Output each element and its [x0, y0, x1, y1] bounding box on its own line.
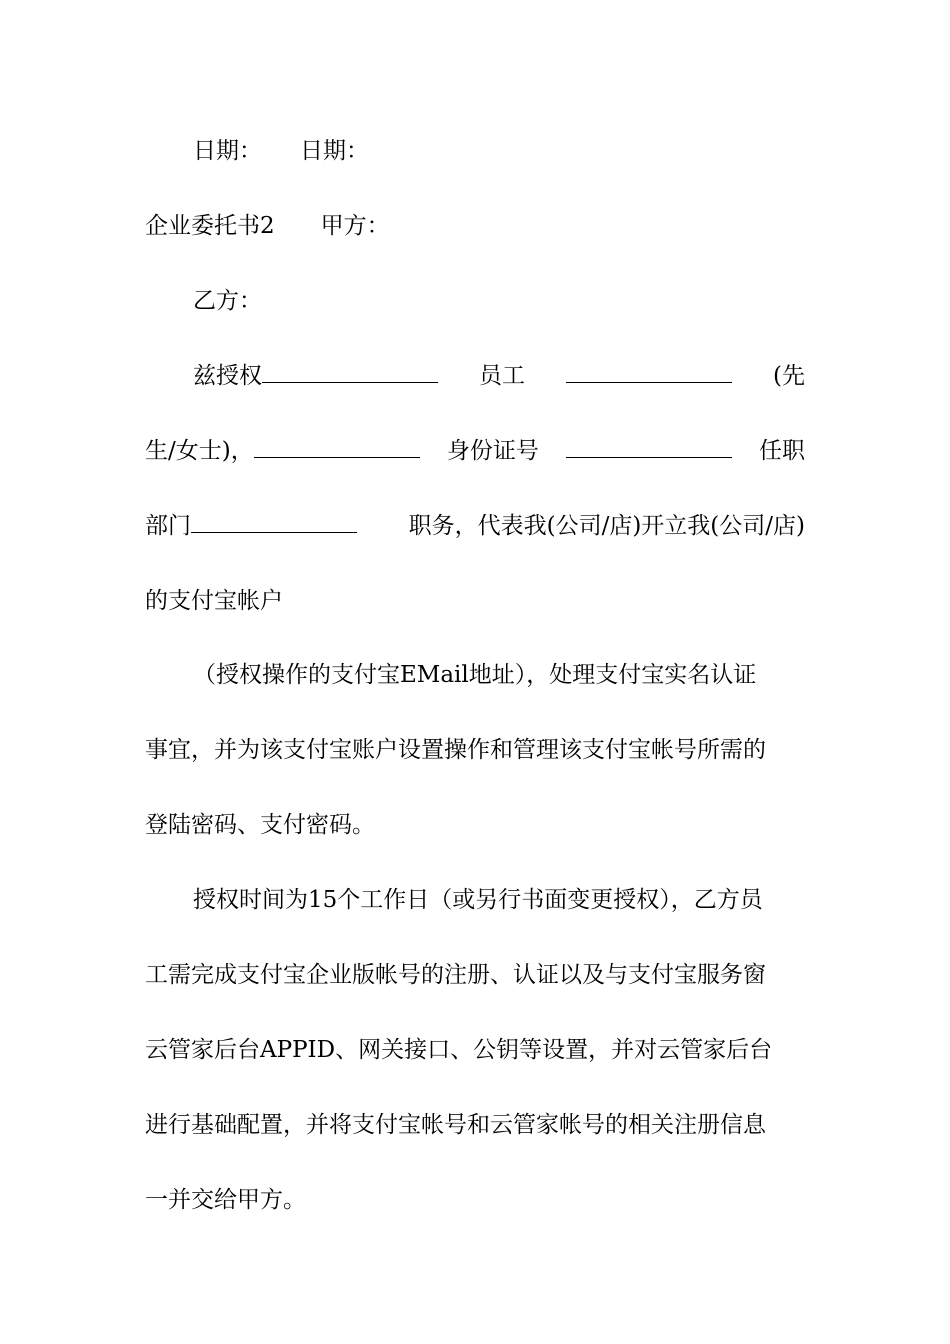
blank-company-name [262, 356, 438, 383]
authorization-line-4 [145, 581, 805, 621]
paragraph-2-line-4 [145, 1105, 805, 1145]
title-line [145, 206, 805, 246]
duty-text: 职务，代表我(公司/店)开立我(公司/店) [408, 513, 805, 539]
blank-department [191, 506, 357, 533]
paragraph-1-line-3 [145, 805, 805, 845]
paragraph-text: （授权操作的支付宝EMail地址），处理支付宝实名认证 [193, 662, 757, 688]
blank-id-number [566, 431, 732, 458]
authorization-line-3 [145, 506, 805, 546]
blank-name-2 [254, 431, 420, 458]
paragraph-1-line-1 [193, 655, 805, 695]
gender-text: 生/女士)， [145, 438, 254, 464]
authorize-text: 兹授权 [193, 363, 262, 389]
paragraph-2-line-3 [145, 1030, 805, 1070]
paragraph-2-line-2 [145, 955, 805, 995]
title-open-text: (先 [773, 363, 805, 389]
id-number-text: 身份证号 [446, 438, 539, 464]
paragraph-text: 进行基础配置，并将支付宝帐号和云管家帐号的相关注册信息 [145, 1112, 766, 1138]
party-a-label: 甲方： [320, 213, 390, 239]
blank-employee-name [566, 356, 732, 383]
department-text: 部门 [145, 513, 191, 539]
paragraph-text: 授权时间为15个工作日（或另行书面变更授权），乙方员 [193, 887, 763, 913]
paragraph-2-line-1 [193, 880, 805, 920]
authorization-line-2 [145, 431, 805, 471]
paragraph-text: 一并交给甲方。 [145, 1187, 306, 1213]
paragraph-2-line-5 [145, 1180, 805, 1220]
position-text: 任职 [758, 438, 805, 464]
paragraph-1-line-2 [145, 730, 805, 770]
authorization-line-1 [193, 356, 805, 396]
party-b-line [193, 281, 805, 321]
paragraph-text: 事宜，并为该支付宝账户设置操作和管理该支付宝帐号所需的 [145, 737, 766, 763]
employee-text: 员工 [479, 363, 525, 389]
date-line [193, 131, 805, 171]
party-b-label: 乙方： [193, 288, 262, 314]
paragraph-text: 工需完成支付宝企业版帐号的注册、认证以及与支付宝服务窗 [145, 962, 766, 988]
date-label-2: 日期： [300, 138, 369, 164]
account-text: 的支付宝帐户 [145, 588, 283, 614]
document-title: 企业委托书2 [145, 213, 275, 239]
paragraph-text: 登陆密码、支付密码。 [145, 812, 375, 838]
date-label-1: 日期： [193, 138, 262, 164]
paragraph-text: 云管家后台APPID、网关接口、公钥等设置，并对云管家后台 [145, 1037, 773, 1063]
